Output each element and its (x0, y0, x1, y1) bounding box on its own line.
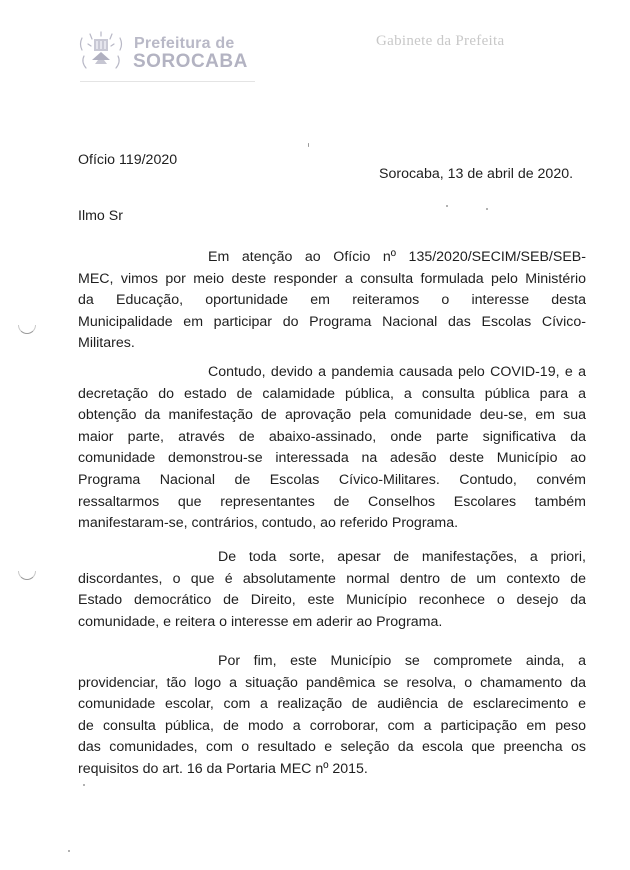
paragraph-line: Estado democrático de Direito, este Município reconhece o desejo da (78, 592, 586, 609)
paragraph-line: Municipalidade em participar do Programa Nacional das Escolas Cívico- (78, 313, 586, 330)
paragraph-line: comunidade, e reitera o interesse em aderir ao Programa. (78, 613, 443, 630)
paragraph-line: MEC, vimos por meio deste responder a consulta formulada pelo Ministério (78, 270, 586, 287)
scan-speck (83, 784, 85, 786)
paragraph-1 (78, 247, 586, 355)
paragraph-line: requisitos do art. 16 da Portaria MEC nº 2015. (78, 760, 368, 777)
paragraph-line: decretação do estado de calamidade pública, a consulta pública para a (78, 385, 586, 402)
paragraph-line: comunidade escolar, com a realização de audiência de esclarecimento e (78, 696, 586, 713)
paragraph-2 (78, 362, 586, 535)
scan-speck (68, 850, 70, 852)
paragraph-line: Contudo, devido a pandemia causada pelo COVID-19, e a (208, 364, 586, 380)
paragraph-line: das comunidades, com o resultado e seleção da escola que preencha os (78, 739, 586, 756)
paragraph-line: obtenção da manifestação de aprovação pela comunidade deu-se, em sua (78, 407, 586, 424)
scan-speck (446, 205, 448, 207)
punch-hole-mark (18, 571, 36, 580)
paragraph-line: ressaltarmos que representantes de Conselhos Escolares também (78, 493, 586, 510)
punch-hole-mark (18, 325, 36, 334)
letter-place-date: Sorocaba, 13 de abril de 2020. (379, 166, 574, 182)
logo-text-prefeitura: Prefeitura de (134, 35, 235, 52)
scan-speck (308, 143, 309, 147)
city-coat-of-arms-icon (76, 30, 126, 74)
paragraph-line: maior parte, através de abaixo-assinado, onde parte significativa da (78, 428, 586, 445)
letter-salutation: Ilmo Sr (78, 208, 123, 224)
scan-speck (486, 208, 488, 210)
header-divider (80, 81, 255, 82)
logo-text-city: SOROCABA (133, 51, 248, 72)
paragraph-line: manifestaram-se, contrários, contudo, ao referido Programa. (78, 515, 459, 532)
letter-reference: Ofício 119/2020 (78, 152, 178, 168)
paragraph-line: De toda sorte, apesar de manifestações, a priori, (218, 549, 586, 565)
paragraph-4 (78, 651, 586, 781)
paragraph-line: Programa Nacional de Escolas Cívico-Militares. Contudo, convém (78, 471, 586, 488)
paragraph-line: discordantes, o que é absolutamente normal dentro de um contexto de (78, 570, 586, 587)
paragraph-line: Em atenção ao Ofício nº 135/2020/SECIM/SEB/SEB- (208, 249, 586, 265)
paragraph-line: providenciar, tão logo a situação pandêmica se resolva, o chamamento da (78, 674, 586, 691)
paragraph-line: comunidade demonstrou-se interessada na adesão deste Município ao (78, 450, 586, 467)
paragraph-3 (78, 547, 586, 633)
paragraph-line: da Educação, oportunidade em reiteramos o interesse desta (78, 292, 586, 309)
paragraph-line: Por fim, este Município se compromete ainda, a (218, 653, 586, 669)
paragraph-line: de consulta pública, de modo a corroborar, com a participação em peso (78, 717, 586, 734)
paragraph-line: Militares. (78, 335, 135, 352)
department-title: Gabinete da Prefeita (376, 33, 505, 49)
prefeitura-logo (76, 30, 261, 80)
